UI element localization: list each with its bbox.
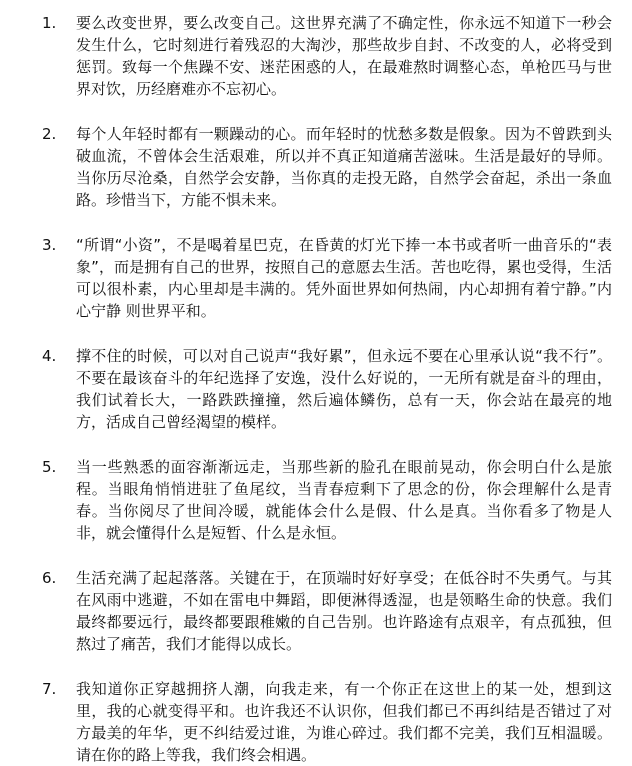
list-item: [36, 123, 612, 211]
list-item: [36, 456, 612, 544]
item-number: 3.: [42, 236, 57, 254]
item-number: 7.: [42, 680, 57, 698]
item-text: 当一些熟悉的面容渐渐远走，当那些新的脸孔在眼前晃动，你会明白什么是旅程。当眼角悄悄进驻了鱼尾纹，当青春痘剩下了思念的份，你会理解什么是青春。当你阅尽了世间冷暖，就能体会什么是假、什么是真。当你看多了物是人非，就会懂得什么是短暂、什么是永恒。: [76, 458, 612, 542]
item-number: 2.: [42, 125, 57, 143]
item-number: 1.: [42, 14, 57, 32]
list-item: [36, 678, 612, 766]
item-text: 我知道你正穿越拥挤人潮，向我走来，有一个你正在这世上的某一处，想到这里，我的心就变得平和。也许我还不认识你，但我们都已不再纠结是否错过了对方最美的年华，更不纠结爱过谁，为谁心碎过。我们都不完美，我们互相温暖。请在你的路上等我，我们终会相遇。: [76, 680, 612, 764]
item-number: 5.: [42, 458, 57, 476]
item-text: 每个人年轻时都有一颗躁动的心。而年轻时的忧愁多数是假象。因为不曾跌到头破血流，不曾体会生活艰难，所以并不真正知道痛苦滋味。生活是最好的导师。当你历尽沧桑，自然学会安静，当你真的走投无路，自然学会奋起，杀出一条血路。珍惜当下，方能不惧未来。: [76, 125, 612, 209]
list-item: [36, 12, 612, 100]
item-number: 6.: [42, 569, 57, 587]
item-text: 生活充满了起起落落。关键在于，在顶端时好好享受；在低谷时不失勇气。与其在风雨中逃避，不如在雷电中舞蹈，即便淋得透湿，也是领略生命的快意。我们最终都要远行，最终都要跟稚嫩的自己告别。也许路途有点艰辛，有点孤独，但熬过了痛苦，我们才能得以成长。: [76, 569, 612, 653]
list-item: [36, 234, 612, 322]
item-number: 4.: [42, 347, 57, 365]
list-item: [36, 345, 612, 433]
item-text: 要么改变世界，要么改变自己。这世界充满了不确定性，你永远不知道下一秒会发生什么，它时刻进行着残忍的大淘沙，那些故步自封、不改变的人，必将受到惩罚。致每一个焦躁不安、迷茫困惑的人，在最难熬时调整心态，单枪匹马与世界对饮，历经磨难亦不忘初心。: [76, 14, 612, 98]
item-text: 撑不住的时候，可以对自己说声“我好累”，但永远不要在心里承认说“我不行”。不要在最该奋斗的年纪选择了安逸，没什么好说的，一无所有就是奋斗的理由，我们试着长大，一路跌跌撞撞，然后遍体鳞伤，总有一天，你会站在最亮的地方，活成自己曾经渴望的模样。: [76, 347, 612, 431]
list-item: [36, 567, 612, 655]
item-text: “所谓“小资”，不是喝着星巴克，在昏黄的灯光下捧一本书或者听一曲音乐的“表象”，而是拥有自己的世界，按照自己的意愿去生活。苦也吃得，累也受得，生活可以很朴素，内心里却是丰满的。凭外面世界如何热闹，内心却拥有着宁静。”内心宁静 则世界平和。: [76, 236, 612, 320]
